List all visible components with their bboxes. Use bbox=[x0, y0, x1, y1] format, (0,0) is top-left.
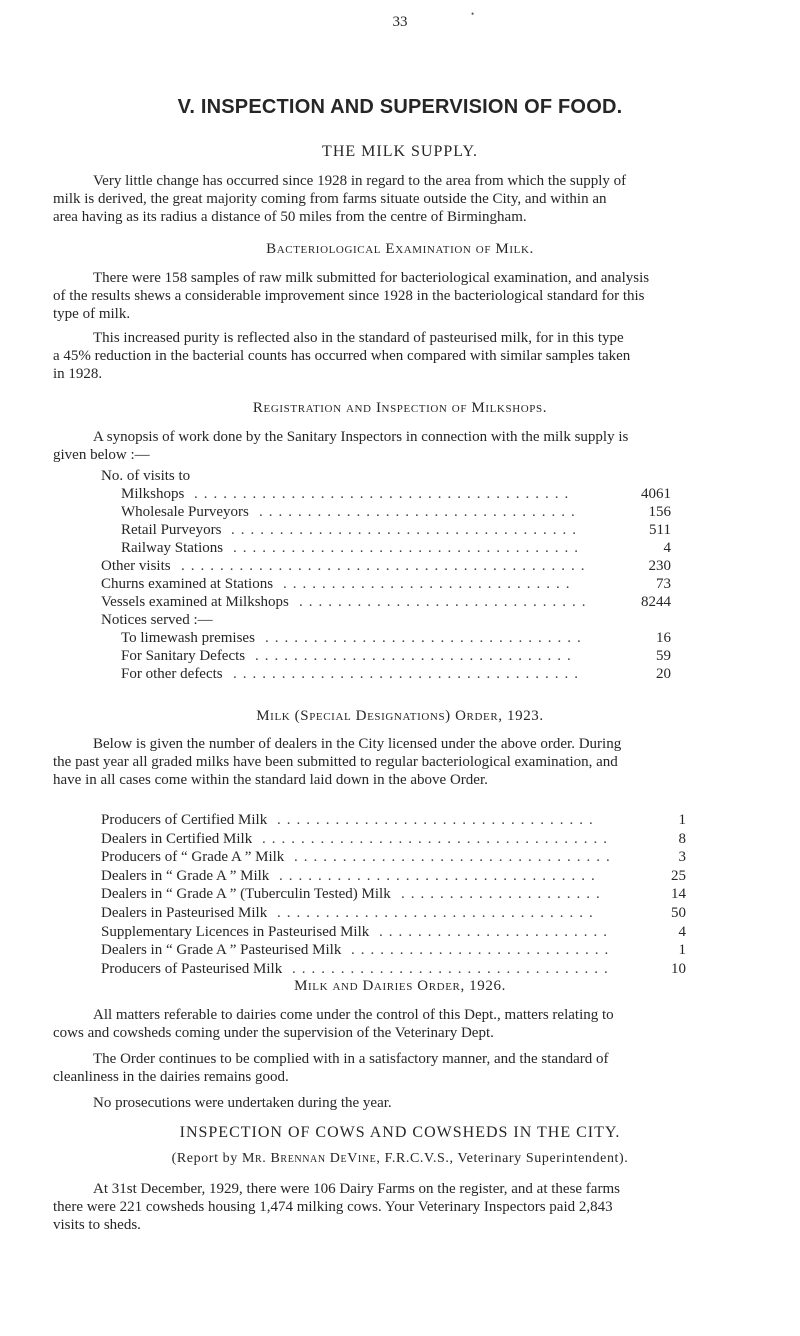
leader-dots: .............................. bbox=[299, 594, 592, 610]
table-row bbox=[101, 960, 686, 978]
row-label: Railway Stations bbox=[121, 540, 224, 556]
row-value: 10 bbox=[671, 960, 686, 977]
row-value: 20 bbox=[656, 666, 671, 682]
row-label: Milkshops bbox=[121, 486, 185, 502]
row-label: Supplementary Licences in Pasteurised Milk bbox=[101, 923, 370, 940]
row-label: Dealers in “ Grade A ” Pasteurised Milk bbox=[101, 942, 342, 959]
paragraph-line: cows and cowsheds coming under the supervision of the Veterinary Dept. bbox=[53, 1025, 494, 1041]
table-row bbox=[101, 593, 671, 611]
leader-dots: ........................ bbox=[379, 923, 613, 940]
section-title: V. INSPECTION AND SUPERVISION OF FOOD. bbox=[177, 96, 623, 118]
leader-dots: ..................... bbox=[401, 886, 606, 903]
row-label: To limewash premises bbox=[121, 630, 255, 646]
row-value: 50 bbox=[671, 905, 686, 921]
bacteriological-heading: Bacteriological Examination of Milk. bbox=[266, 241, 534, 257]
row-label: Other visits bbox=[101, 558, 171, 574]
row-label: Producers of Certified Milk bbox=[101, 812, 268, 828]
paragraph-line: All matters referable to dairies come under the control of this Dept., matters relating to bbox=[93, 1007, 614, 1023]
special-designations-paragraph bbox=[53, 735, 743, 789]
table-row bbox=[121, 647, 671, 665]
table-row bbox=[101, 923, 686, 941]
report-suffix: F.R.C.V.S., Veterinary Superintendent). bbox=[384, 1151, 629, 1166]
leader-dots: ........................... bbox=[351, 942, 615, 959]
group-heading-text: No. of visits to bbox=[101, 468, 191, 484]
special-designations-heading: Milk (Special Designations) Order, 1923. bbox=[256, 708, 544, 724]
table-row bbox=[101, 557, 671, 575]
table-row bbox=[101, 848, 686, 866]
milk-supply-paragraph bbox=[53, 172, 743, 226]
row-label: Wholesale Purveyors bbox=[121, 504, 249, 520]
group-heading bbox=[101, 467, 671, 485]
row-label: Producers of Pasteurised Milk bbox=[101, 960, 283, 977]
row-value: 25 bbox=[671, 867, 686, 884]
paragraph-line: a 45% reduction in the bacterial counts has occurred when compared with similar samples taken bbox=[53, 348, 631, 364]
table-row bbox=[101, 867, 686, 885]
row-value: 230 bbox=[648, 558, 671, 574]
paragraph-line: given below :— bbox=[53, 447, 150, 463]
paragraph-line: A synopsis of work done by the Sanitary Inspectors in connection with the milk supply is bbox=[93, 429, 629, 445]
row-value: 14 bbox=[671, 886, 686, 903]
table-row bbox=[121, 539, 671, 557]
milkshops-intro bbox=[53, 428, 743, 464]
row-value: 59 bbox=[656, 648, 671, 664]
group-heading bbox=[101, 611, 671, 629]
leader-dots: ................................. bbox=[265, 630, 587, 646]
row-value: 3 bbox=[678, 849, 686, 866]
paragraph-line: type of milk. bbox=[53, 306, 131, 322]
report-reference bbox=[0, 1151, 800, 1167]
row-value: 511 bbox=[649, 522, 671, 538]
milkshops-heading: Registration and Inspection of Milkshops. bbox=[252, 400, 548, 416]
row-label: Dealers in “ Grade A ” (Tuberculin Tested) Milk bbox=[101, 886, 391, 903]
paragraph-line: milk is derived, the great majority coming from farms situate outside the City, and within an bbox=[53, 191, 607, 207]
row-label: For other defects bbox=[121, 666, 223, 682]
milk-supply-heading: THE MILK SUPPLY. bbox=[322, 143, 478, 160]
table-row bbox=[121, 521, 671, 539]
row-label: Churns examined at Stations bbox=[101, 576, 274, 592]
table-row bbox=[101, 575, 671, 593]
bacteriological-paragraph-1 bbox=[53, 269, 743, 323]
row-value: 8 bbox=[678, 830, 686, 847]
row-label: Dealers in “ Grade A ” Milk bbox=[101, 867, 270, 884]
row-label: Retail Purveyors bbox=[121, 522, 222, 538]
row-value: 8244 bbox=[641, 594, 671, 610]
row-label: Producers of “ Grade A ” Milk bbox=[101, 849, 285, 866]
paragraph-line: area having as its radius a distance of 50 miles from the centre of Birmingham. bbox=[53, 209, 527, 225]
paragraph-line: At 31st December, 1929, there were 106 Dairy Farms on the register, and at these farms bbox=[93, 1181, 620, 1197]
table-row bbox=[101, 941, 686, 959]
paragraph-line: No prosecutions were undertaken during the year. bbox=[93, 1095, 392, 1111]
group-heading-text: Notices served :— bbox=[101, 612, 213, 628]
leader-dots: ................................. bbox=[292, 960, 614, 977]
cows-heading: INSPECTION OF COWS AND COWSHEDS IN THE CITY. bbox=[179, 1124, 621, 1141]
page-number: 33 bbox=[392, 14, 408, 30]
leader-dots: ................................. bbox=[277, 812, 599, 828]
leader-dots: ................................. bbox=[255, 648, 577, 664]
paragraph-line: visits to sheds. bbox=[53, 1217, 141, 1233]
cows-paragraph bbox=[53, 1180, 743, 1234]
table-row bbox=[101, 885, 686, 903]
row-label: Vessels examined at Milkshops bbox=[101, 594, 289, 610]
leader-dots: .................................... bbox=[231, 522, 582, 538]
leader-dots: .................................... bbox=[262, 830, 613, 847]
report-name: Mr. Brennan DeVine, bbox=[241, 1151, 381, 1166]
row-value: 4 bbox=[663, 540, 671, 556]
dairies-paragraph-1 bbox=[53, 1006, 743, 1042]
leader-dots: ....................................... bbox=[194, 486, 575, 502]
table-row bbox=[121, 503, 671, 521]
paragraph-line: Below is given the number of dealers in the City licensed under the above order. During bbox=[93, 736, 622, 752]
dairies-paragraph-3 bbox=[53, 1094, 743, 1112]
paragraph-line: have in all cases come within the standard laid down in the above Order. bbox=[53, 772, 488, 788]
row-value: 73 bbox=[656, 576, 671, 592]
paragraph-line: Very little change has occurred since 1928 in regard to the area from which the supply of bbox=[93, 173, 627, 189]
paragraph-line: there were 221 cowsheds housing 1,474 milking cows. Your Veterinary Inspectors paid 2,843 bbox=[53, 1199, 613, 1215]
table-row bbox=[121, 485, 671, 503]
paragraph-line: of the results shews a considerable improvement since 1928 in the bacteriological standard for this bbox=[53, 288, 645, 304]
dairies-paragraph-2 bbox=[53, 1050, 743, 1086]
row-value: 156 bbox=[648, 504, 671, 520]
row-label: Dealers in Pasteurised Milk bbox=[101, 905, 268, 921]
paragraph-line: the past year all graded milks have been submitted to regular bacteriological examination, and bbox=[53, 754, 618, 770]
leader-dots: ................................. bbox=[277, 905, 599, 921]
dairies-order-heading: Milk and Dairies Order, 1926. bbox=[294, 978, 506, 994]
leader-dots: ................................. bbox=[259, 504, 581, 520]
paragraph-line: cleanliness in the dairies remains good. bbox=[53, 1069, 289, 1085]
leader-dots: .......................................... bbox=[181, 558, 591, 574]
paragraph-line: There were 158 samples of raw milk submitted for bacteriological examination, and analysis bbox=[93, 270, 650, 286]
row-value: 1 bbox=[678, 942, 686, 959]
report-prefix: (Report by bbox=[171, 1151, 238, 1166]
paragraph-line: This increased purity is reflected also in the standard of pasteurised milk, for in this type bbox=[93, 330, 624, 346]
table-row bbox=[101, 830, 686, 848]
leader-dots: ................................. bbox=[294, 849, 616, 866]
table-row bbox=[121, 629, 671, 647]
leader-dots: .............................. bbox=[283, 576, 576, 592]
paragraph-line: in 1928. bbox=[53, 366, 103, 382]
row-value: 16 bbox=[656, 630, 671, 646]
table-row bbox=[121, 665, 671, 683]
row-value: 4 bbox=[678, 923, 686, 940]
row-label: For Sanitary Defects bbox=[121, 648, 246, 664]
leader-dots: .................................... bbox=[233, 540, 584, 556]
table-row bbox=[101, 811, 686, 829]
row-value: 1 bbox=[678, 812, 686, 828]
bacteriological-paragraph-2 bbox=[53, 329, 743, 383]
paragraph-line: The Order continues to be complied with in a satisfactory manner, and the standard of bbox=[93, 1051, 609, 1067]
header-mark: • bbox=[471, 9, 475, 19]
leader-dots: ................................. bbox=[279, 867, 601, 884]
row-label: Dealers in Certified Milk bbox=[101, 830, 253, 847]
row-value: 4061 bbox=[641, 486, 671, 502]
table-row bbox=[101, 904, 686, 922]
leader-dots: .................................... bbox=[233, 666, 584, 682]
